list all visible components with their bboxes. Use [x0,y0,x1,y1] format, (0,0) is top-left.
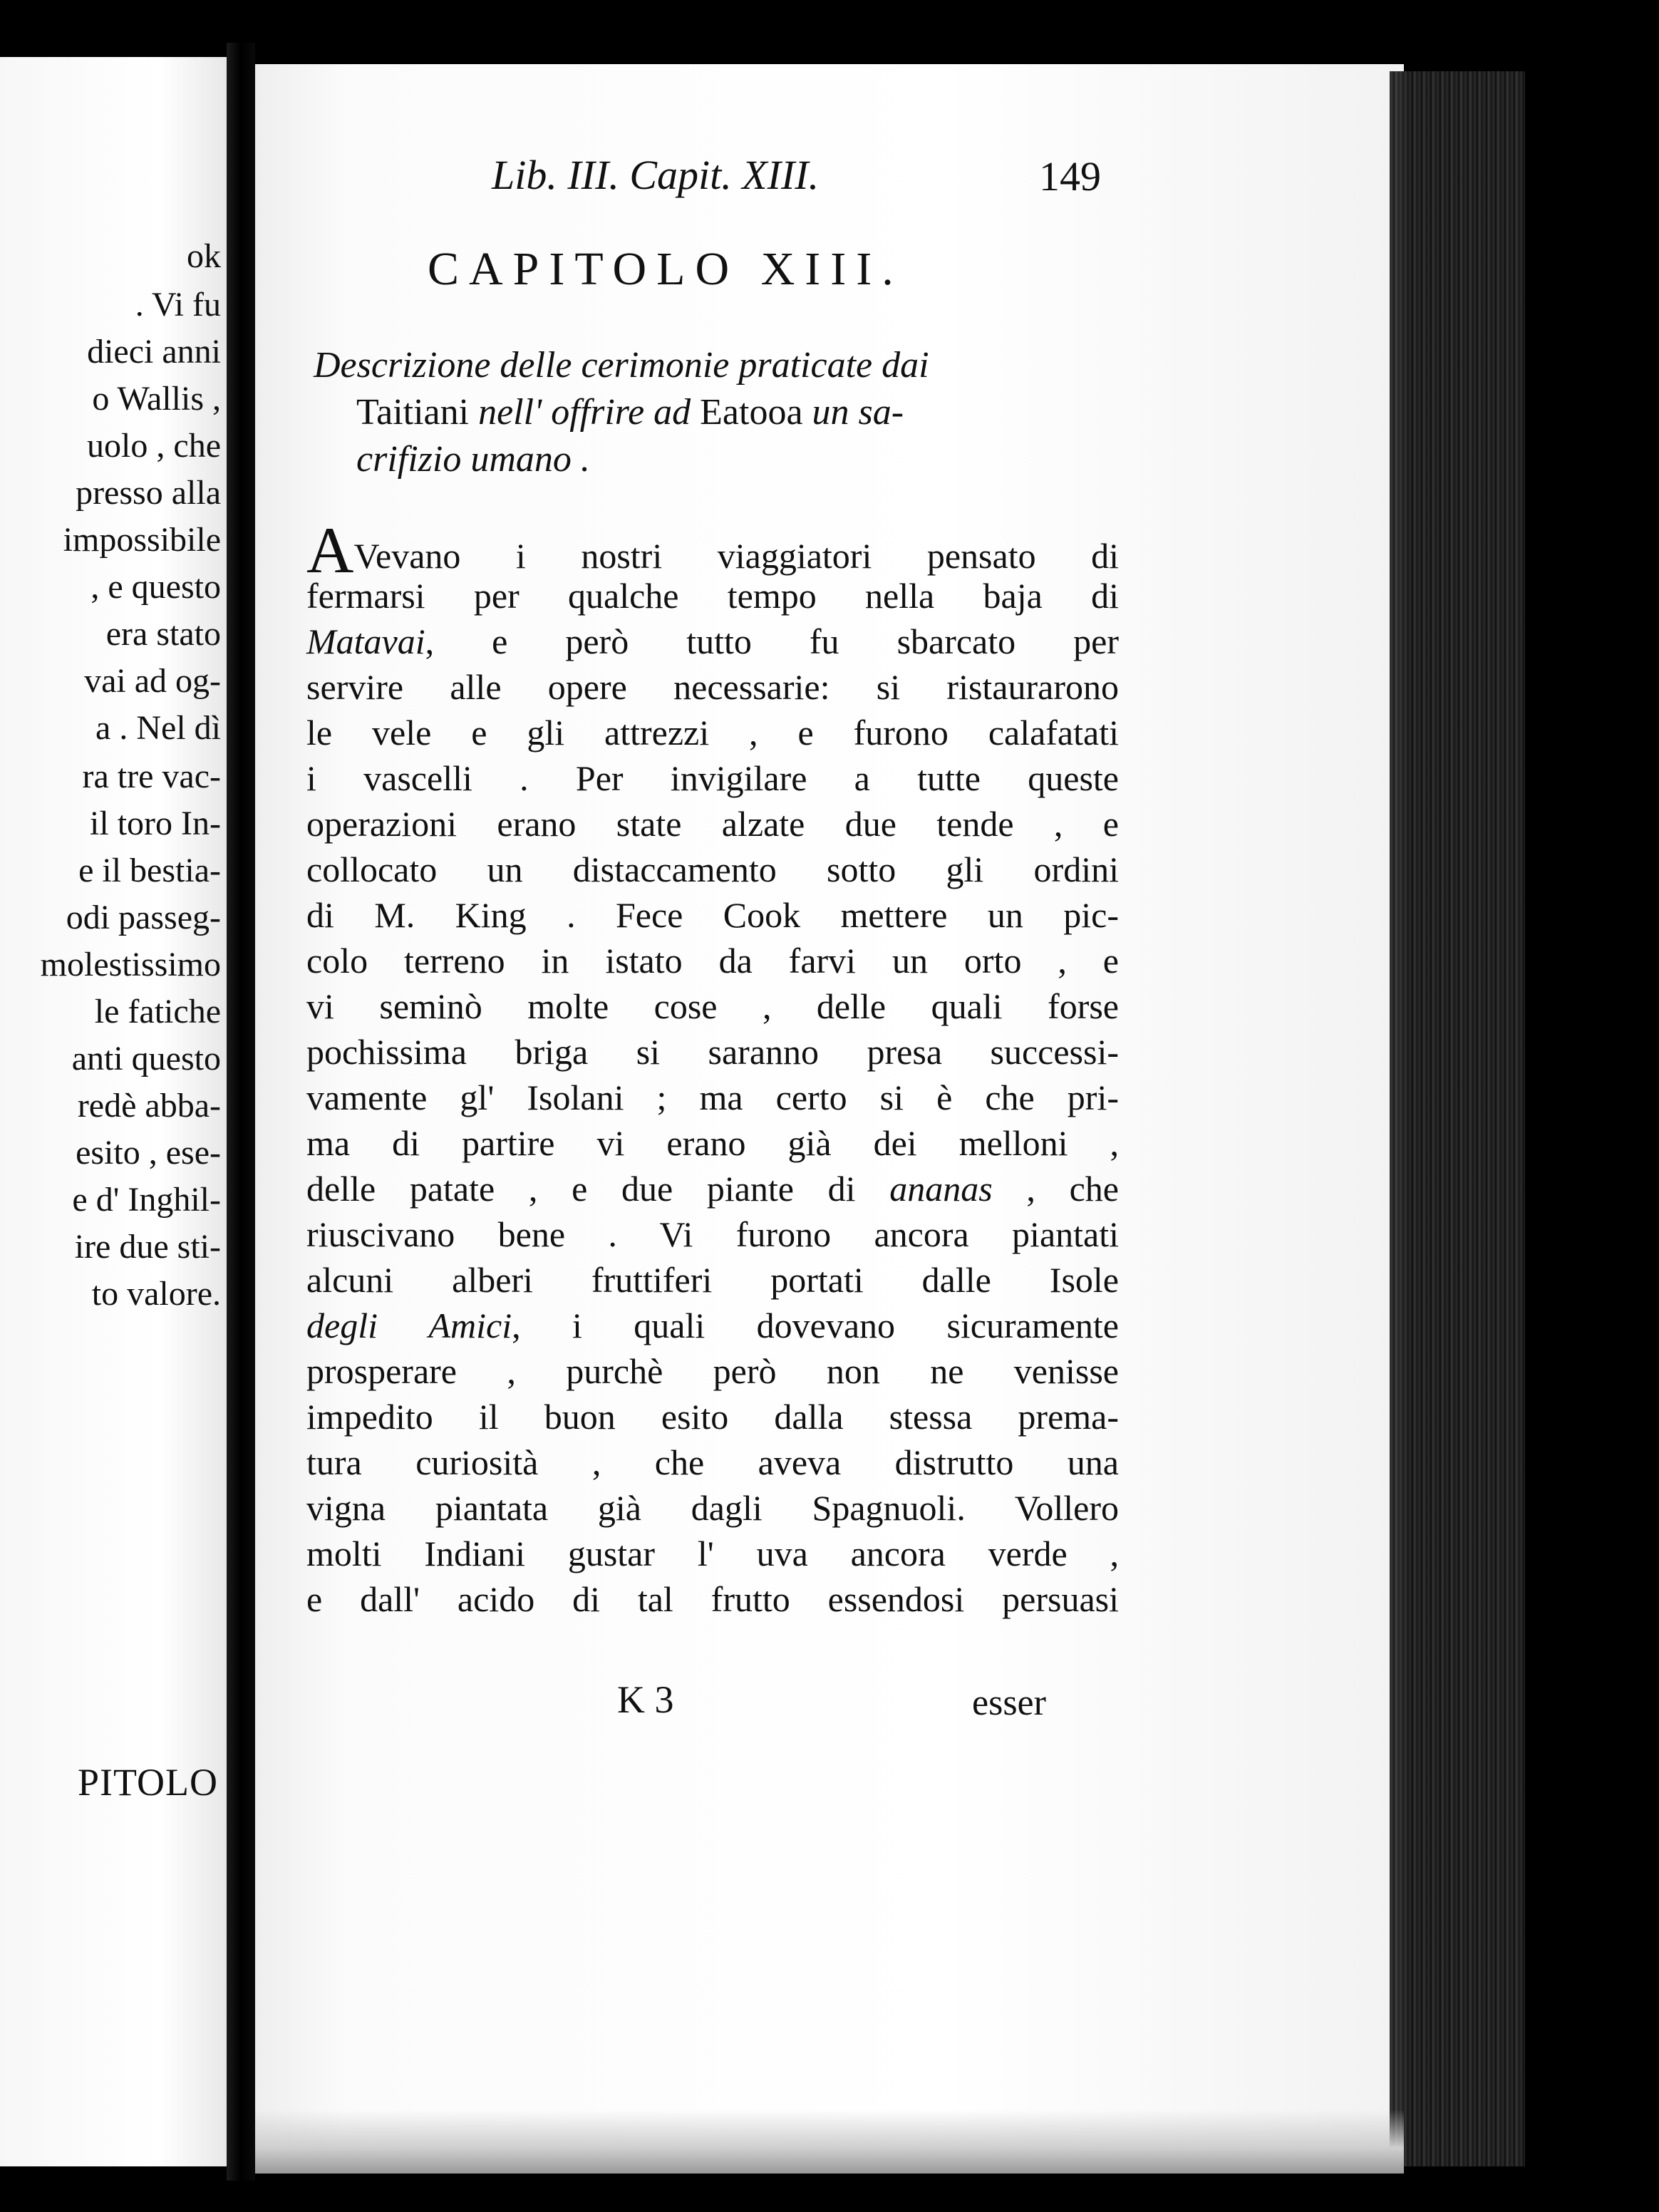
place-name: degli Amici [306,1306,512,1345]
left-page-footer: PITOLO [77,1761,218,1804]
left-line: era stato [105,615,221,653]
page-bottom-shadow [255,2109,1404,2174]
body-line: fermarsi per qualche tempo nella baja di [306,576,1119,616]
left-line: dieci anni [87,333,221,371]
place-name: Matavai [306,621,425,661]
body-line: vi seminò molte cose , delle quali forse [306,986,1119,1026]
summary-line: crifizio umano . [356,439,590,480]
body-line: vamente gl' Isolani ; ma certo si è che pri- [306,1077,1119,1117]
left-line: a . Nel dì [95,709,221,747]
left-line: presso alla [76,474,221,512]
running-head: Lib. III. Capit. XIII. [492,152,820,198]
body-line: di M. King . Fece Cook mettere un pic- [306,895,1119,935]
body-text-span: delle patate , e due piante di [306,1169,856,1209]
left-line: ra tre vac- [82,758,221,795]
body-line: prosperare , purchè però non ne venisse [306,1351,1119,1391]
left-line: il toro In- [90,805,221,842]
body-line: tura curiosità , che aveva distrutto una [306,1442,1119,1482]
body-text-span: Vevano i nostri viaggiatori pensato di [353,536,1119,576]
left-line: e il bestia- [78,852,221,889]
left-line: impossibile [63,521,221,559]
left-line: le fatiche [94,993,221,1030]
left-line: anti questo [71,1040,221,1077]
left-line: vai ad og- [84,662,221,700]
printer-signature-mark: K 3 [617,1678,674,1721]
left-line: molestissimo [40,946,221,983]
body-text-span: , che [1026,1169,1119,1209]
left-line: , e questo [91,568,221,606]
body-line: colo terreno in istato da farvi un orto , e [306,941,1119,981]
body-line: riuscivano bene . Vi furono ancora piantati [306,1214,1119,1254]
body-line [306,1166,1119,1211]
body-line [306,619,1119,664]
body-line: alcuni alberi fruttiferi portati dalle Isole [306,1260,1119,1300]
summary-text: nell' offrire ad [478,392,691,433]
left-page [0,57,227,2166]
left-line: ok [187,237,221,275]
chapter-title: CAPITOLO XIII. [428,243,904,295]
summary-name: Eatooa [700,392,803,433]
body-line: vigna piantata già dagli Spagnuoli. Vollero [306,1488,1119,1528]
summary-name: Taitiani [356,392,470,433]
body-line: e dall' acido di tal frutto essendosi persuasi [306,1579,1119,1619]
body-line: i vascelli . Per invigilare a tutte queste [306,758,1119,798]
body-line: pochissima briga si saranno presa successi- [306,1032,1119,1072]
summary-text: un sa- [812,392,904,433]
body-line: le vele e gli attrezzi , e furono calafatati [306,713,1119,753]
left-line: e d' Inghil- [72,1181,221,1219]
body-line [306,1303,1119,1348]
left-line: . Vi fu [135,286,221,324]
body-line: ma di partire vi erano già dei melloni , [306,1123,1119,1163]
left-line: ire due sti- [74,1228,221,1266]
catchword: esser [972,1683,1046,1723]
left-line: esito , ese- [76,1134,221,1172]
body-line [306,514,1119,586]
body-text-span: , i quali dovevano sicuramente [512,1306,1120,1345]
book-gutter [227,43,255,2181]
body-line: servire alle opere necessarie: si ristaurarono [306,667,1119,707]
left-line: redè abba- [77,1087,221,1125]
left-line: odi passeg- [66,899,221,936]
italic-term: ananas [889,1169,993,1209]
body-line: operazioni erano state alzate due tende , e [306,804,1119,844]
summary-line [356,389,904,436]
left-line: uolo , che [87,427,221,465]
left-line: to valore. [91,1275,221,1313]
body-text-span: , e però tutto fu sbarcato per [425,621,1119,661]
page-number: 149 [1039,153,1101,200]
body-line: collocato un distaccamento sotto gli ordini [306,849,1119,889]
drop-cap: A [306,514,354,586]
summary-line: Descrizione delle cerimonie praticate dai [314,345,929,386]
page-edges [1390,71,1525,2166]
body-line: impedito il buon esito dalla stessa prema- [306,1397,1119,1437]
left-line: o Wallis , [92,380,221,418]
body-line: molti Indiani gustar l' uva ancora verde , [306,1534,1119,1573]
